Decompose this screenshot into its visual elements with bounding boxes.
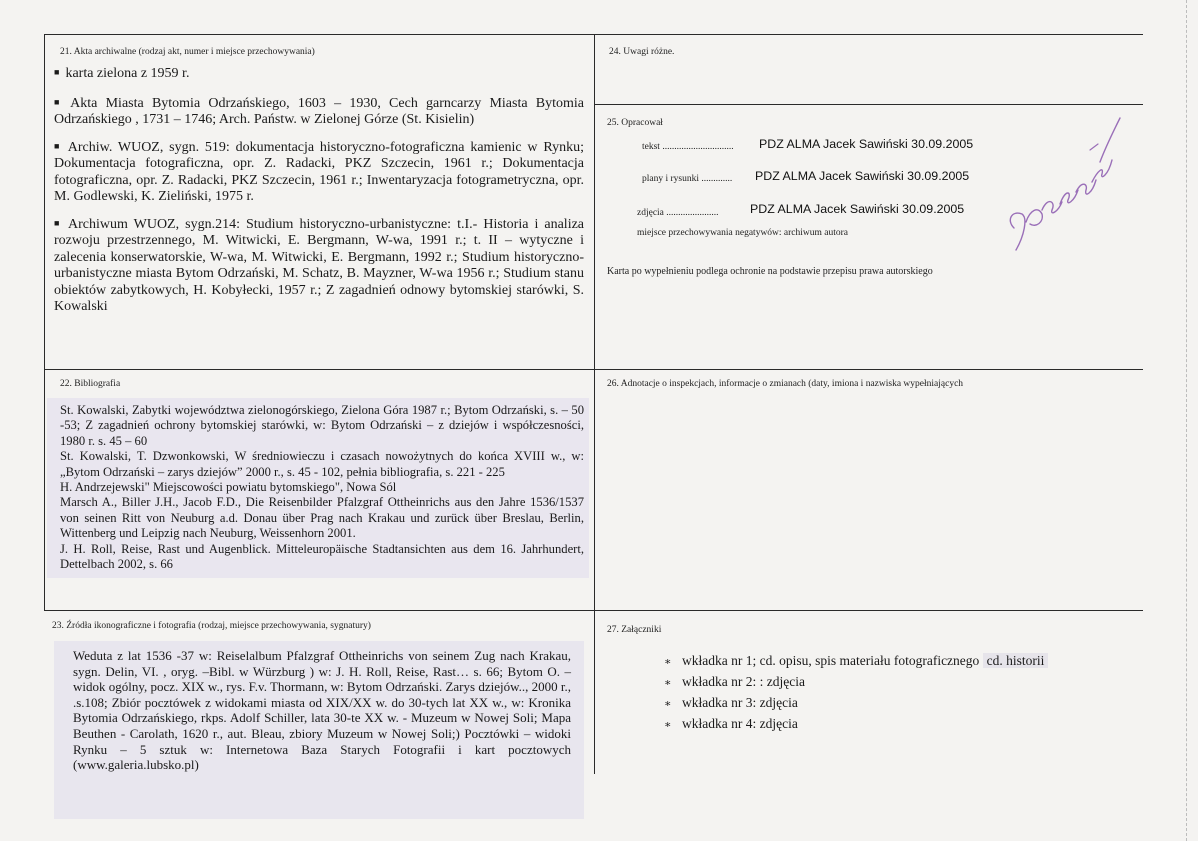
bibliography-entry: J. H. Roll, Reise, Rast und Augenblick. Mitteleuropäische Stadtansichten aus dem 16. Jahrhundert, Dettelbach 2002, s. 66 [60,541,584,572]
section-23-title: 23. Źródła ikonograficzne i fotografia (rodzaj, miejsce przechowywania, sygnatury) [52,621,371,631]
bibliography-list [60,403,584,572]
attachment-item: ∗ wkładka nr 3: zdjęcia [664,693,1048,714]
text-author-label: tekst .............................. [642,142,734,152]
photos-author-value: PDZ ALMA Jacek Sawiński 30.09.2005 [750,202,965,216]
copyright-note: Karta po wypełnieniu podlega ochronie na podstawie przepisu prawa autorskiego [607,266,933,277]
photos-author-label: zdjęcia ...................... [637,208,719,218]
bibliography-entry: Marsch A., Biller J.H., Jacob F.D., Die Reisenbilder Pfalzgraf Ottheinrichs aus den Jahre 1536/1537 von seinen Ritt von Neuburg a.d. Donau über Prag nach Krakau und zurück über Breslau, Berlin, Wittenberg und Leipzig nach Neuburg, Weissenhorn 2001. [60,495,584,541]
bullet-icon: ■ [54,140,62,151]
attachments-list [664,651,1048,735]
archival-item: ■ Akta Miasta Bytomia Odrzańskiego, 1603 – 1930, Cech garncarzy Miasta Bytomia Odrzańskiego , 1731 – 1746; Arch. Państw. w Zielonej Górze (St. Kisielin) [54,95,585,127]
archival-item: ■ Archiwum WUOZ, sygn.214: Studium historyczno-urbanistyczne: t.I.- Historia i analiza rozwoju przestrzennego, M. Witwicki, E. Bergmann, W-wa, 1991 r.; t. II – wytyczne i zalecenia konserwatorskie, W-wa, M. Witwicki, E. Bergmann, 1992 r.; Studium historyczno-urbanistyczne miasta Bytom Odrzański, M. Schatz, B. Mayzner, W-wa 1956 r.; Studium stanu obiektów zabytkowych, H. Kobyłecki, 1957 r.; Z zagadnień odnowy bytomskiej starówki, S. Kowalski [54,216,585,314]
bullet-icon: ■ [54,67,60,77]
archival-item: ■ Archiw. WUOZ, sygn. 519: dokumentacja historyczno-fotograficzna kamienic w Rynku; Dokumentacja fotograficzna, opr. Z. Radacki, PKZ Szczecin, 1961 r.; Dokumentacja fotograficzna, opr. Z. Radacki, PKZ Szczecin, 1961 r.; Inwentaryzacja fotogrametryczna, opr. M. Godlewski, K. Zieliński, 1975 r. [54,139,585,204]
section-25-title: 25. Opracował [607,118,663,128]
archival-item: ■ karta zielona z 1959 r. [54,66,190,81]
bibliography-entry: St. Kowalski, T. Dzwonkowski, W średniowieczu i czasach nowożytnych do końca XVIII w., w: „Bytom Odrzański – zarys dziejów” 2000 r., s. 45 - 102, pełnia bibliografia, s. 221 - 225 [60,449,584,479]
section-26-title: 26. Adnotacje o inspekcjach, informacje o zmianach (daty, imiona i nazwiska wypełniających [607,379,964,389]
plans-author-value: PDZ ALMA Jacek Sawiński 30.09.2005 [755,169,970,183]
section-27-title: 27. Załączniki [607,625,662,635]
asterisk-bullet-icon: ∗ [664,677,672,689]
bibliography-entry: St. Kowalski, Zabytki województwa zielonogórskiego, Zielona Góra 1987 r.; Bytom Odrzański, s. – 50 -53; Z zagadnień ochrony bytomskiej starówki, w: Bytom Odrzański – z dziejów i współczesności, 1980 r. s. 45 – 60 [60,403,584,448]
rule-after-24 [594,104,1143,105]
archival-records-list [54,64,584,325]
bullet-icon: ■ [54,96,65,107]
right-paper-edge [1186,0,1187,841]
iconography-text: Weduta z lat 1536 -37 w: Reiselalbum Pfalzgraf Ottheinrichs von seinem Zug nach Krakau, sygn. Delin, VI. , oryg. –Bibl. w Würzburg ) w: J. H. Roll, Reise, Rast… s. 66; Bytom O. – widok ogólny, pocz. XIX w., rys. F.v. Thormann, w: Bytom Odrzański. Zarys dziejów.., 2000 r., .s.108; Zbiór pocztówek z widokami miasta od XIX/XX w. do 30-tych lat XX w., w: Kronika Bytomia Odrzańskiego, rkps. Adolf Schiller, lata 30-te XX w. - Muzeum w Nowej Soli; Mapa Beuthen - Carolath, 1620 r., aut. Bleau, zbiory Muzeum w Nowej Soli;) Pocztówki – widoki Rynku – 5 sztuk w: Internetowa Baza Starych Fotografii i kart pocztowych (www.galeria.lubsko.pl) [73,648,571,773]
attachment-item: ∗ wkładka nr 4: zdjęcia [664,714,1048,735]
bullet-icon: ■ [54,217,62,228]
handwritten-signature [1000,110,1125,258]
attachment-item: ∗ wkładka nr 2: : zdjęcia [664,672,1048,693]
asterisk-bullet-icon: ∗ [664,719,672,731]
section-24-title: 24. Uwagi różne. [609,47,675,57]
negatives-location: miejsce przechowywania negatywów: archiwum autora [637,228,849,238]
bibliography-entry: H. Andrzejewski" Miejscowości powiatu bytomskiego", Nowa Sól [60,480,397,495]
text-author-value: PDZ ALMA Jacek Sawiński 30.09.2005 [759,137,974,151]
asterisk-bullet-icon: ∗ [664,698,672,710]
section-21-title: 21. Akta archiwalne (rodzaj akt, numer i miejsce przechowywania) [60,47,315,57]
pasted-annotation: cd. historii [983,653,1049,668]
section-22-title: 22. Bibliografia [60,379,121,389]
plans-author-label: plany i rysunki ............. [642,174,733,184]
attachment-item: ∗ wkładka nr 1; cd. opisu, spis materiału fotograficznego cd. historii [664,651,1048,672]
center-divider [594,34,595,774]
asterisk-bullet-icon: ∗ [664,656,672,668]
left-border [44,34,45,610]
